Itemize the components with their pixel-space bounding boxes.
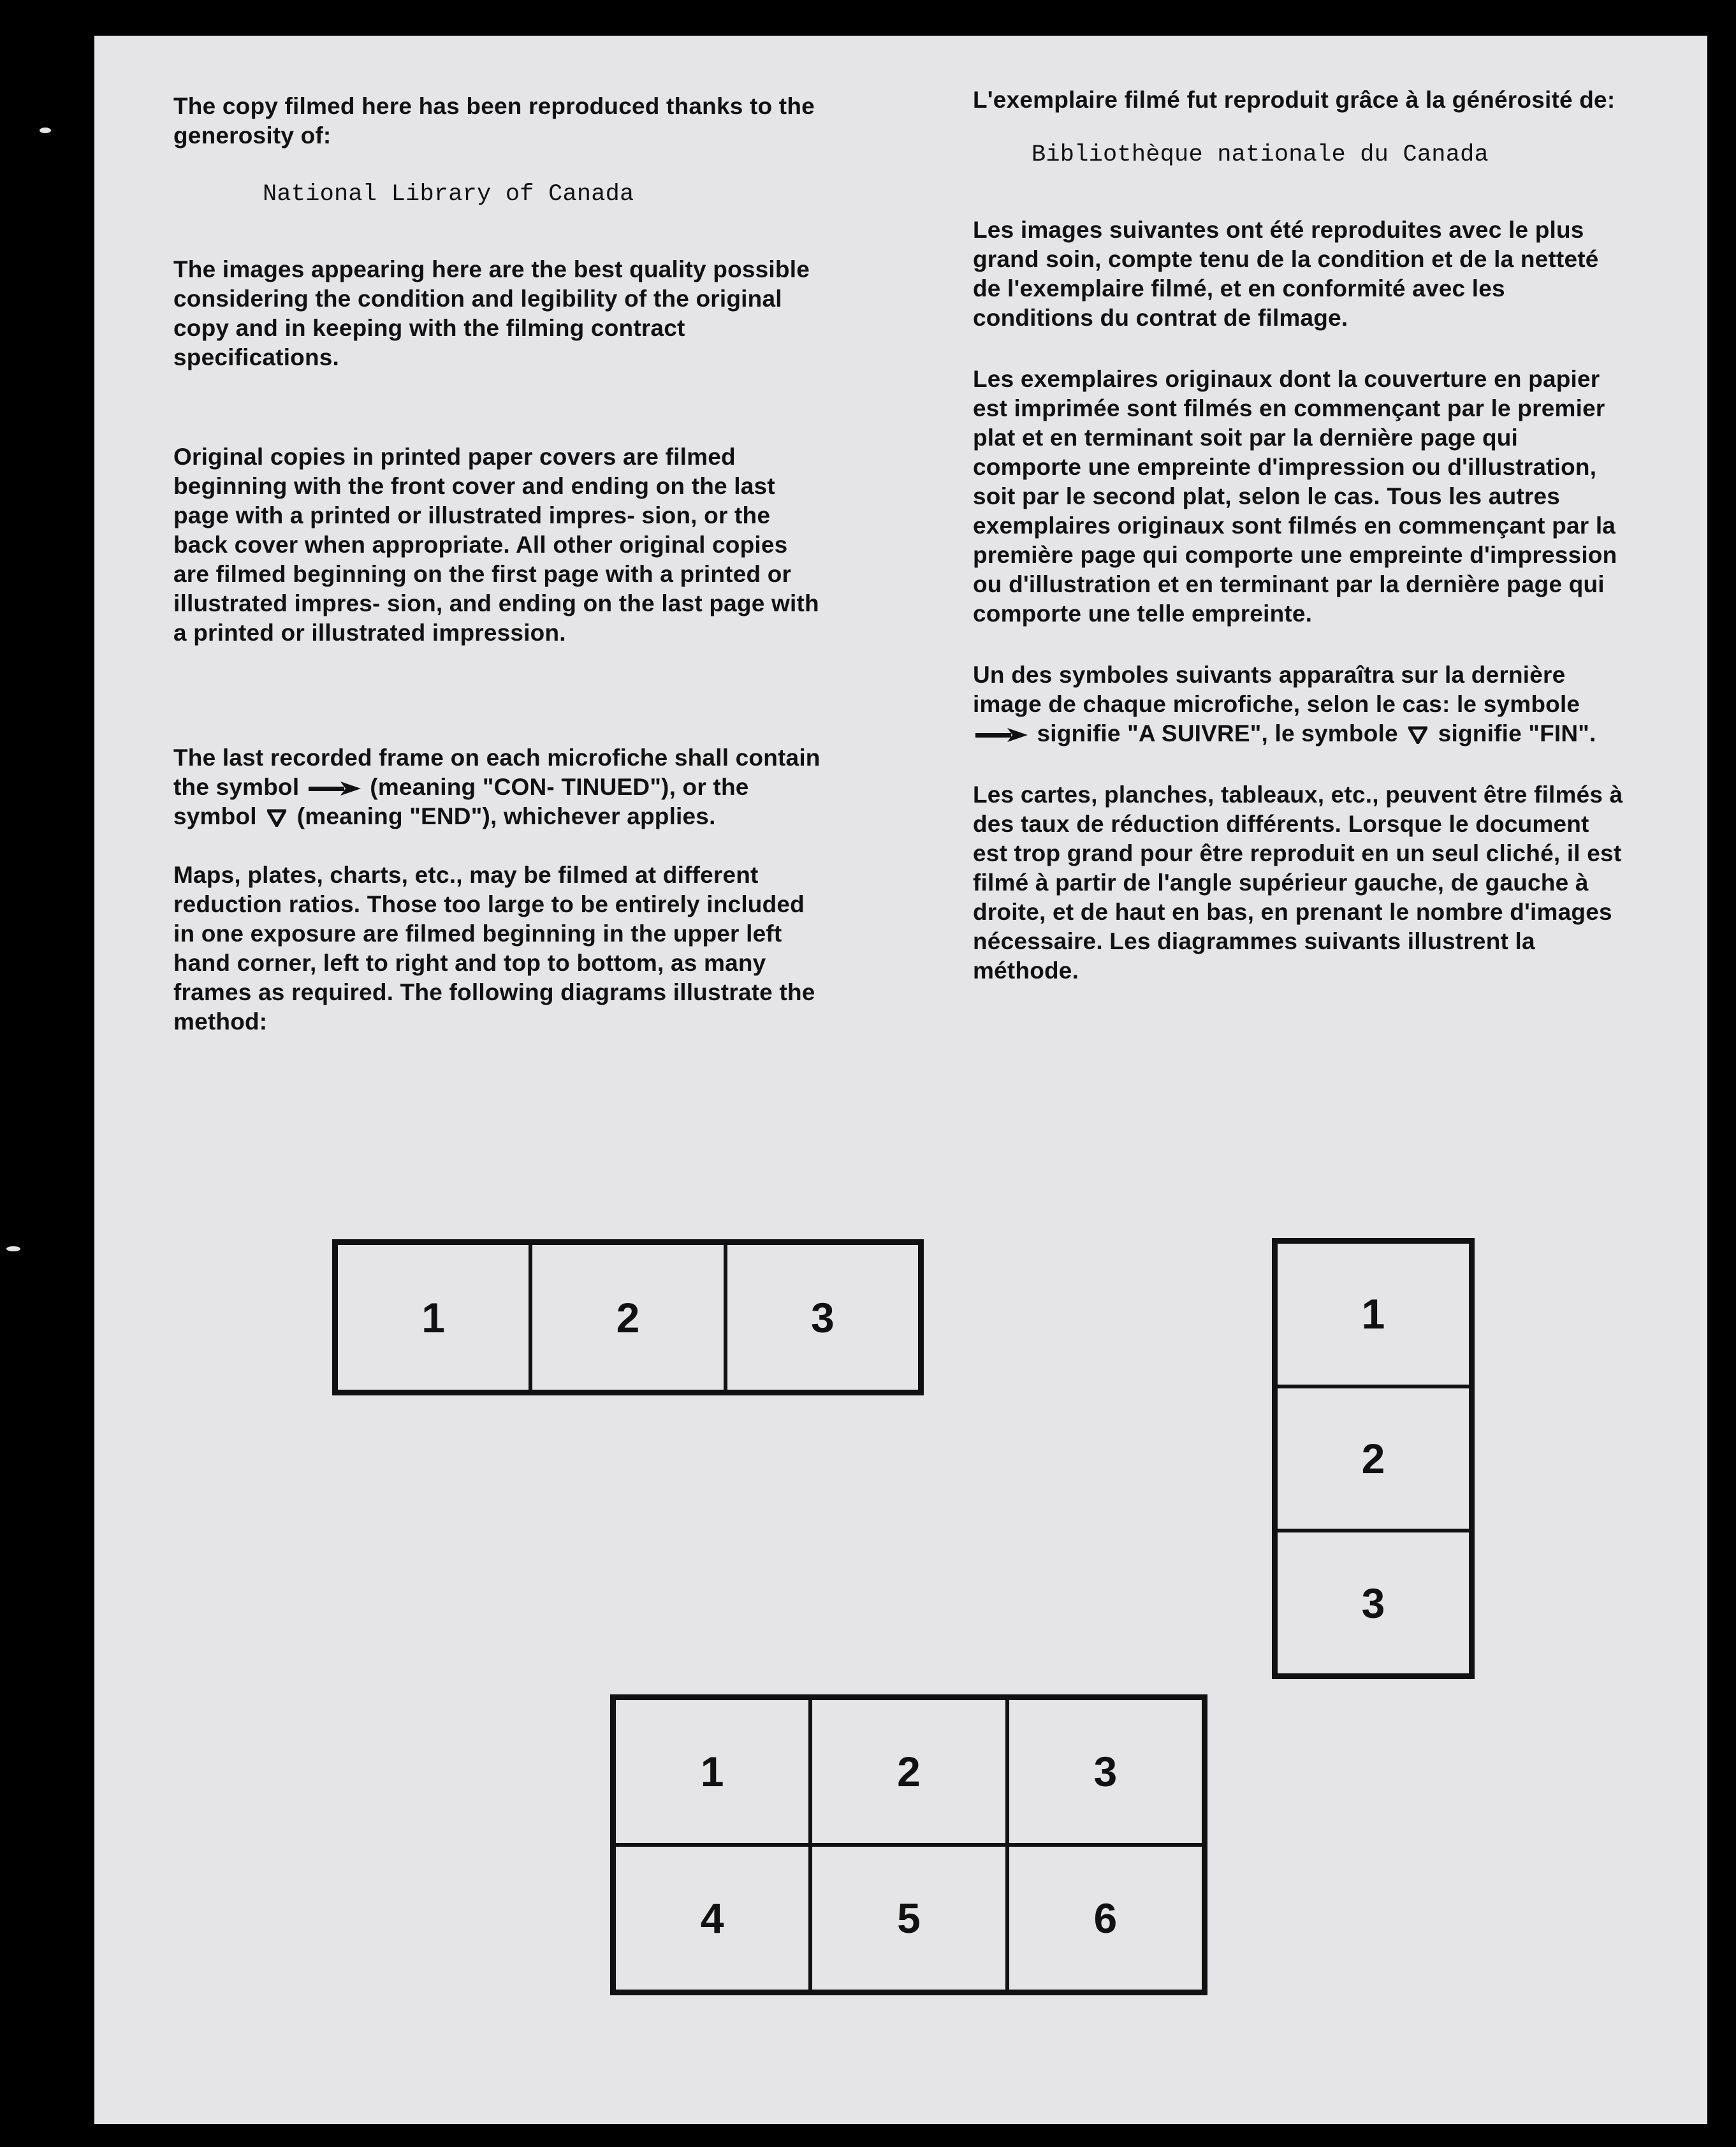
symbols-text-fr-part1: Un des symboles suivants apparaîtra sur la dernière image de chaque microfiche, selon le cas: le symbole	[973, 662, 1580, 717]
continued-arrow-icon	[309, 782, 361, 796]
quality-text-fr: Les images suivantes ont été reproduites avec le plus grand soin, compte tenu de la condition et de la netteté de l'exemplaire filmé, et en conformité avec les conditions du contrat de filmage.	[973, 217, 1599, 331]
original-copies-text-fr: Les exemplaires originaux dont la couverture en papier est imprimée sont filmés en commençant par le premier plat et en terminant soit par la dernière page qui comporte une empreinte d'impression ou d'illustration, soit par le second plat, selon le cas. Tous les autres exemplaires originaux sont filmés en commençant par la première page qui comporte une empreinte d'impression ou d'illustration et en terminant par la dernière page qui comporte une telle empreinte.	[973, 366, 1617, 627]
film-speck	[40, 127, 51, 133]
symbols-text-part3: (meaning "END"), whichever applies.	[296, 803, 716, 829]
frame-cell: 6	[1007, 1845, 1204, 1991]
diagram-row	[332, 1239, 924, 1395]
diagram-grid	[610, 1694, 1207, 1995]
symbols-text-fr	[973, 660, 1626, 748]
frame-cell: 3	[1276, 1531, 1471, 1675]
film-speck	[6, 1246, 20, 1251]
frame-cell: 3	[1007, 1698, 1204, 1845]
symbols-text-fr-part2: signifie "A SUIVRE", le symbole	[1037, 720, 1398, 746]
library-name: National Library of Canada	[263, 181, 634, 208]
end-triangle-icon	[267, 809, 286, 827]
diagram-column	[1272, 1238, 1475, 1679]
frame-cell: 2	[1276, 1386, 1471, 1531]
maps-text: Maps, plates, charts, etc., may be filmed at different reduction ratios. Those too large to be entirely included in one exposure are filmed beginning in the upper left hand corner, left to right and top to bottom, as many frames as required. The following diagrams illustrate the method:	[173, 862, 815, 1035]
original-copies-text: Original copies in printed paper covers are filmed beginning with the front cover and ending on the last page with a printed or illustrated impres- sion, or the back cover when appropriate. All other original copies are filmed beginning on the first page with a printed or illustrated impres- sion, and ending on the last page with a printed or illustrated impression.	[173, 444, 819, 646]
thanks-text-fr: L'exemplaire filmé fut reproduit grâce à la générosité de:	[973, 87, 1616, 113]
frame-cell: 2	[810, 1698, 1007, 1845]
quality-text: The images appearing here are the best quality possible considering the condition and legibility of the original copy and in keeping with the filming contract specifications.	[173, 256, 810, 370]
frame-cell: 4	[614, 1845, 810, 1991]
frame-cell: 2	[530, 1243, 725, 1392]
symbols-text-fr-part3: signifie "FIN".	[1438, 720, 1596, 746]
maps-text-fr: Les cartes, planches, tableaux, etc., peuvent être filmés à des taux de réduction différents. Lorsque le document est trop grand pour être reproduit en un seul cliché, il est filmé à partir de l'angle supérieur gauche, de gauche à droite, et de haut en bas, en prenant le nombre d'images nécessaire. Les diagrammes suivants illustrent la méthode.	[973, 782, 1623, 984]
symbols-text	[173, 743, 830, 831]
frame-cell: 5	[810, 1845, 1007, 1991]
symbols-text-part1: The last recorded frame on each microfiche shall contain the symbol	[173, 745, 821, 800]
library-name-fr: Bibliothèque nationale du Canada	[1032, 142, 1489, 168]
frame-cell: 1	[1276, 1242, 1471, 1386]
french-column	[973, 85, 1626, 986]
english-column	[173, 92, 830, 1037]
end-triangle-icon-fr	[1408, 726, 1427, 744]
frame-cell: 3	[726, 1243, 920, 1392]
thanks-text: The copy filmed here has been reproduced thanks to the generosity of:	[173, 93, 815, 149]
frame-cell: 1	[336, 1243, 530, 1392]
frame-cell: 1	[614, 1698, 810, 1845]
symbols-text-part2: (meaning "CON- TINUED"), or the symbol	[173, 774, 749, 829]
continued-arrow-icon-fr	[975, 728, 1028, 742]
